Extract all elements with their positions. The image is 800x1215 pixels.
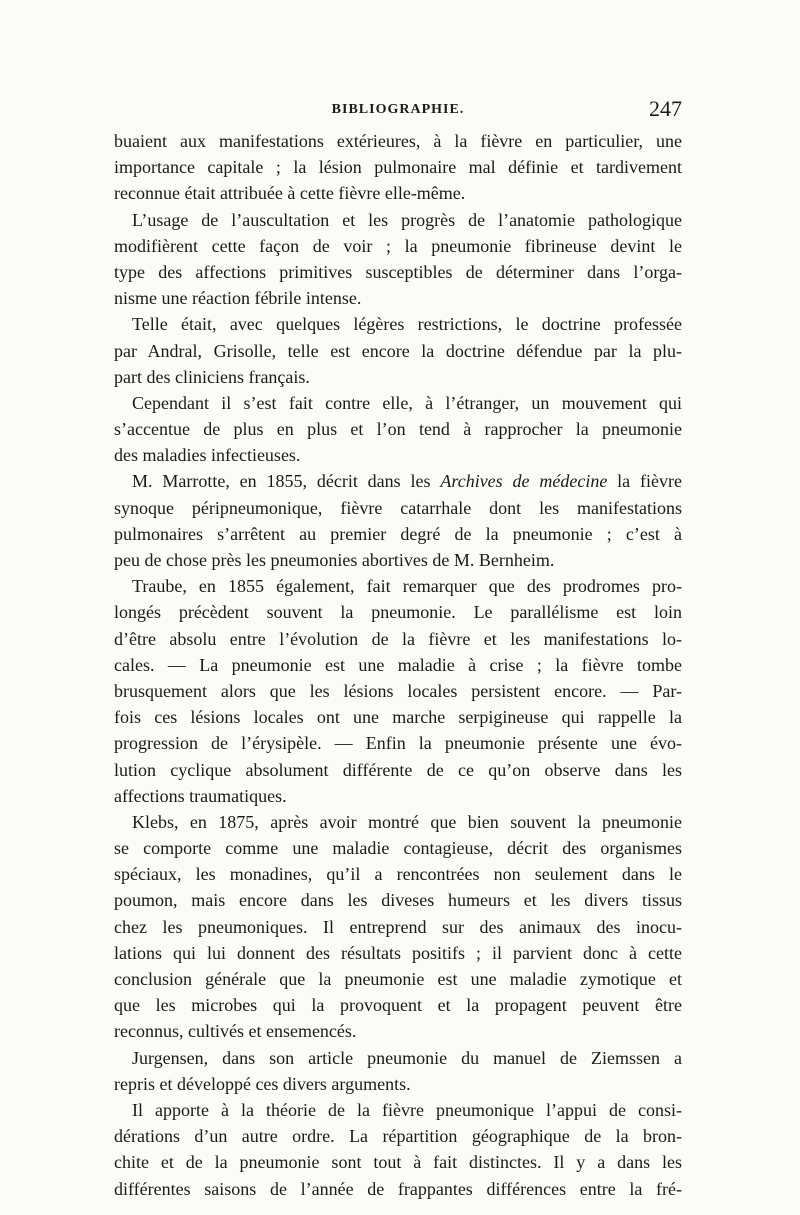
marrotte-before: M. Marrotte, en 1855, décrit dans les	[132, 471, 441, 492]
body-text	[114, 128, 682, 1202]
text-line: brusquement alors que les lésions locales persistent encore. — Par-	[114, 680, 682, 701]
page-header	[114, 96, 682, 122]
text-line: reconnue était attribuée à cette fièvre elle-même.	[114, 183, 466, 204]
text-line: affections traumatiques.	[114, 785, 287, 806]
text-line: poumon, mais encore dans les diveses humeurs et les divers tissus	[114, 890, 682, 911]
text-line: lution cyclique absolument différente de ce qu’on observe dans les	[114, 759, 682, 780]
text-line: d’être absolu entre l’évolution de la fièvre et les manifestations lo-	[114, 628, 682, 649]
page-number: 247	[649, 96, 682, 121]
marrotte-after: la fièvre	[607, 471, 682, 492]
text-line: part des cliniciens français.	[114, 366, 310, 387]
text-line: longés précèdent souvent la pneumonie. Le parallélisme est loin	[114, 602, 682, 623]
text-line: cales. — La pneumonie est une maladie à crise ; la fièvre tombe	[114, 654, 682, 675]
text-line: modifièrent cette façon de voir ; la pneumonie fibrineuse devint le	[114, 235, 682, 256]
paragraph-start-line: Cependant il s’est fait contre elle, à l’étranger, un mouvement qui	[132, 392, 682, 413]
text-line: lations qui lui donnent des résultats positifs ; il parvient donc à cette	[114, 942, 682, 963]
text-line: synoque péripneumonique, fièvre catarrhale dont les manifestations	[114, 497, 682, 518]
text-line: spéciaux, les monadines, qu’il a rencontrées non seulement dans le	[114, 864, 682, 885]
text-line: type des affections primitives susceptibles de déterminer dans l’orga-	[114, 261, 682, 282]
text-line: chez les pneumoniques. Il entreprend sur des animaux des inocu-	[114, 916, 682, 937]
text-line: par Andral, Grisolle, telle est encore la doctrine défendue par la plu-	[114, 340, 682, 361]
text-line: fois ces lésions locales ont une marche serpigineuse qui rappelle la	[114, 707, 682, 728]
paragraph-start-line: Telle était, avec quelques légères restrictions, le doctrine professée	[132, 314, 682, 335]
text-line: peu de chose près les pneumonies abortives de M. Bernheim.	[114, 550, 555, 570]
text-line: s’accentue de plus en plus et l’on tend à rapprocher la pneumonie	[114, 419, 682, 440]
paragraph-start-line	[114, 468, 682, 494]
text-line: dérations d’un autre ordre. La répartition géographique de la bron-	[114, 1126, 682, 1147]
running-title: BIBLIOGRAPHIE.	[331, 102, 465, 117]
journal-title-italic: Archives de médecine	[440, 471, 608, 492]
paragraph-start-line: Klebs, en 1875, après avoir montré que bien souvent la pneumonie	[132, 811, 682, 832]
text-line: nisme une réaction fébrile intense.	[114, 288, 362, 309]
text-line: conclusion générale que la pneumonie est une maladie zymotique et	[114, 969, 682, 989]
paragraph-start-line: Il apporte à la théorie de la fièvre pneumonique l’appui de consi-	[132, 1099, 682, 1120]
text-line: pulmonaires s’arrêtent au premier degré de la pneumonie ; c’est à	[114, 523, 682, 544]
text-line: que les microbes qui la provoquent et la propagent peuvent être	[114, 995, 682, 1016]
text-line: progression de l’érysipèle. — Enfin la pneumonie présente une évo-	[114, 733, 682, 754]
text-line: chite et de la pneumonie sont tout à fait distinctes. Il y a dans les	[114, 1152, 682, 1173]
text-line: différentes saisons de l’année de frappantes différences entre la fré-	[114, 1178, 682, 1199]
text-line: des maladies infectieuses.	[114, 445, 301, 466]
text-line: se comporte comme une maladie contagieuse, décrit des organismes	[114, 838, 682, 859]
paragraph-start-line: Jurgensen, dans son article pneumonie du manuel de Ziemssen a	[132, 1047, 682, 1068]
text-line: importance capitale ; la lésion pulmonaire mal définie et tardivement	[114, 157, 682, 178]
text-line: repris et développé ces divers arguments.	[114, 1073, 411, 1094]
paragraph-start-line: L’usage de l’auscultation et les progrès de l’anatomie pathologique	[132, 209, 682, 230]
text-line: buaient aux manifestations extérieures, à la fièvre en particulier, une	[114, 131, 682, 151]
text-line: reconnus, cultivés et ensemencés.	[114, 1021, 357, 1042]
paragraph-start-line: Traube, en 1855 également, fait remarquer que des prodromes pro-	[132, 576, 682, 597]
